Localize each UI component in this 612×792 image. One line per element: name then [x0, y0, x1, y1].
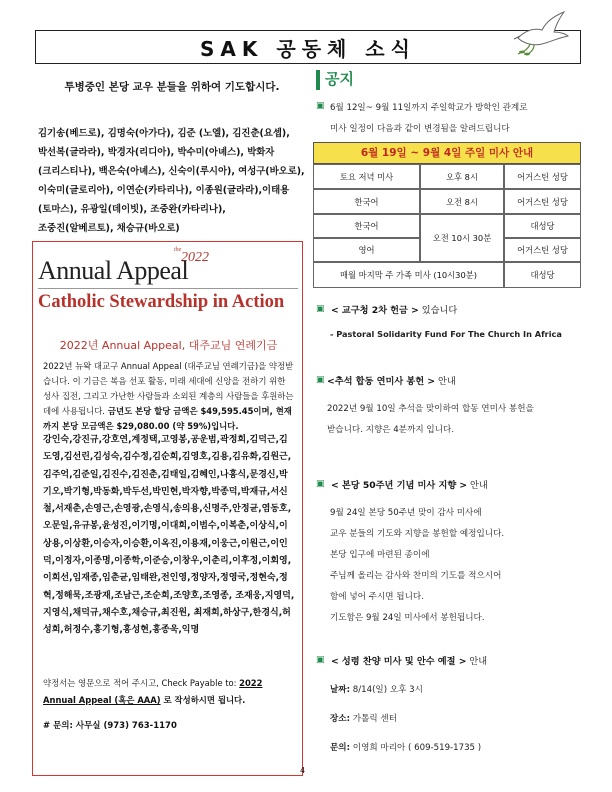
prayer-name-line: (크리스티나), 백은숙(아녜스), 신숙이(루시아), 여성구(바오로), — [38, 166, 305, 177]
schedule-cell: 어거스틴 성당 — [504, 164, 581, 189]
chuseok-title: <추석 합동 연미사 봉헌 > — [327, 376, 436, 387]
place-value: 가톨릭 센터 — [350, 714, 398, 724]
inquiry-label: 문의: — [330, 743, 351, 753]
holy-spirit-place — [330, 712, 397, 724]
summer-notice-line: 6월 12일~ 9월 11일까지 주일학교가 방학인 관계로 — [330, 103, 528, 113]
schedule-cell: 어거스틴 성당 — [504, 189, 581, 214]
page-number: 4 — [300, 766, 306, 775]
schedule-cell: 영어 — [313, 238, 420, 262]
prayer-name-line: 박선복(글라라), 박경자(리디아), 박수미(아녜스), 박화자 — [38, 147, 275, 158]
anniversary-title: < 본당 50주년 기념 미사 지향 > — [331, 480, 468, 491]
collection-note: - Pastoral Solidarity Fund For The Church In Africa — [330, 329, 562, 339]
chuseok-line: 받습니다. 지향은 4분까지 입니다. — [327, 425, 455, 435]
check-instructions — [43, 675, 295, 709]
date-value: 8/14(일) 오후 3시 — [350, 685, 423, 695]
anniversary-heading — [331, 477, 488, 491]
schedule-heading: 6월 19일 ~ 9월 4일 주일 미사 안내 — [313, 142, 581, 164]
appeal-year: 2022 — [181, 250, 209, 265]
notice-accent-bar — [316, 70, 320, 90]
prayer-name-line: 조중진(알베르토), 채승규(바오로) — [38, 223, 180, 234]
schedule-cell: 토요 저녁 미사 — [313, 164, 420, 189]
chuseok-heading — [327, 373, 456, 387]
collection-suffix: 있습니다 — [418, 305, 458, 316]
schedule-cell: 오전 8시 — [420, 189, 504, 214]
dove-icon — [512, 8, 570, 56]
holy-spirit-date — [330, 683, 423, 695]
bullet-icon: ▣ — [316, 101, 325, 111]
appeal-logo-title: Annual Appeal — [38, 256, 189, 285]
appeal-contact: # 문의: 사무실 (973) 763-1170 — [43, 721, 177, 731]
place-label: 장소: — [330, 714, 351, 724]
anniversary-line: 교우 분들의 기도와 지향을 봉헌할 예정입니다. — [330, 529, 505, 539]
holy-spirit-heading — [331, 653, 487, 667]
anniversary-line: 주님께 올리는 감사와 찬미의 기도를 적으시어 — [330, 571, 502, 581]
chuseok-line: 2022년 9월 10일 추석을 맞이하여 합동 연미사 봉헌을 — [327, 404, 534, 414]
schedule-cell: 한국어 — [313, 189, 420, 214]
holy-spirit-suffix: 안내 — [466, 656, 488, 667]
anniversary-suffix: 안내 — [467, 480, 488, 491]
collection-heading — [331, 302, 457, 316]
appeal-subtitle: Catholic Stewardship in Action — [38, 292, 285, 312]
holy-spirit-inquiry — [330, 741, 481, 753]
summer-notice-line: 미사 일정이 다음과 같이 변경됨을 알려드립니다 — [330, 124, 510, 134]
newsletter-header — [35, 30, 581, 64]
holy-spirit-title: < 성령 찬양 미사 및 안수 예절 > — [331, 656, 467, 667]
prayer-title: 투병중인 본당 교우 분들을 위하여 기도합시다. — [64, 81, 280, 93]
schedule-cell: 대성당 — [504, 262, 581, 288]
date-label: 날짜: — [330, 685, 351, 695]
prayer-section — [32, 70, 305, 234]
appeal-the-label: the — [174, 247, 182, 253]
appeal-body-part: 이 기금은 복음 선포 활동, 미래 세대에 신앙을 전하기 위한 성사 집전, 그리고 가난한 사람들과 소외된 계층의 사람들을 후원하는 데에 사용됩니다. — [43, 376, 294, 416]
annual-appeal-section — [32, 241, 306, 776]
schedule-cell: 어거스틴 성당 — [504, 238, 581, 262]
appeal-amount-text: 금년도 본당 할당 금액은 $49,595.45이며, 현재까지 본당 모금액은 $29,080.00 (약 59%)입니다. — [43, 406, 292, 431]
appeal-divider — [38, 288, 298, 289]
prayer-name-line: 김기송(베드로), 김명숙(아가다), 김준 (노엘), 김진춘(요셉), — [38, 128, 290, 139]
schedule-cell: 오후 8시 — [420, 164, 504, 189]
check-text-end: 로 작성하시면 됩니다. — [160, 695, 246, 705]
chuseok-suffix: 안내 — [435, 376, 456, 387]
anniversary-line: 기도함은 9월 24일 미사에서 봉헌됩니다. — [330, 613, 485, 623]
newsletter-title: SAK 공동체 소식 — [200, 36, 416, 61]
notice-title: 공지 — [325, 70, 354, 88]
donor-list: 강인숙,강진규,강호연,계정택,고영봉,공운범,곽정희,김덕근,김도영,김선린,김성숙,김수정,김순희,김영호,김용,김유화,김원근,김주억,김준일,김진수,김진춘,김태일,김혜인,나홍식,문경신,박기오,박기형,박동화,박두선,박민현,박자향,박종덕,박재규,서신철,서재춘,손영근,손영광,손영식,송의용,신명주,안정균,염동호,오문일,유규봉,윤성진,이기명,이대희,이범수,이복춘,이상식,이상용,이상환,이승자,이승환,이옥진,이용재,이웅근,이원근,이인덕,이정자,이종명,이종학,이준승,이창우,이춘리,이후정,이회영,이희선,임재종,임춘균,임태완,전인영,정양자,정영국,정현숙,정혁,정해묵,조광재,조남근,조순희,조양호,조영종, 조재웅,지영덕,지영식,채덕규,채수호,채승규,최진원, 최재희,하상구,한경식,허성희,허정수,홍기형,홍성현,홍종욱,익명 — [43, 435, 295, 636]
mass-schedule-table — [313, 142, 581, 288]
prayer-name-line: (토마스), 유광일(데이빗), 조중완(카타리나), — [38, 204, 226, 215]
prayer-name-line: 이숙미(글로리아), 이연순(카타리나), 이종원(글라라),이태용 — [38, 185, 290, 196]
appeal-description — [43, 359, 295, 434]
collection-title: < 교구청 2차 헌금 > — [331, 305, 419, 316]
schedule-cell: 매월 마지막 주 가족 미사 (10시30분) — [313, 262, 504, 288]
anniversary-line: 함에 넣어 주시면 됩니다. — [330, 592, 424, 602]
bullet-icon: ▣ — [316, 479, 325, 489]
anniversary-line: 9월 24일 본당 50주년 맞이 감사 미사에 — [330, 508, 482, 518]
anniversary-line: 본당 입구에 마련된 종이에 — [330, 550, 430, 560]
check-text: 약정서는 영문으로 적어 주시고, Check Payable to: — [43, 678, 240, 688]
inquiry-value: 이영희 마리아 ( 609-519-1735 ) — [350, 743, 482, 753]
bullet-icon: ▣ — [316, 304, 325, 314]
appeal-body-part: 2022년 뉴왁 대교구 Annual Appeal (대주교님 연례기금)을 약정받습니다. — [43, 361, 294, 386]
schedule-cell: 대성당 — [504, 214, 581, 238]
schedule-cell: 한국어 — [313, 214, 420, 238]
schedule-cell: 오전 10시 30분 — [420, 214, 504, 262]
bullet-icon: ▣ — [316, 375, 325, 385]
bullet-icon: ▣ — [316, 655, 325, 665]
check-payee: 2022 Annual Appeal (혹은 AAA) — [43, 678, 263, 705]
appeal-heading: 2022년 Annual Appeal, 대주교님 연례기금 — [59, 339, 278, 352]
